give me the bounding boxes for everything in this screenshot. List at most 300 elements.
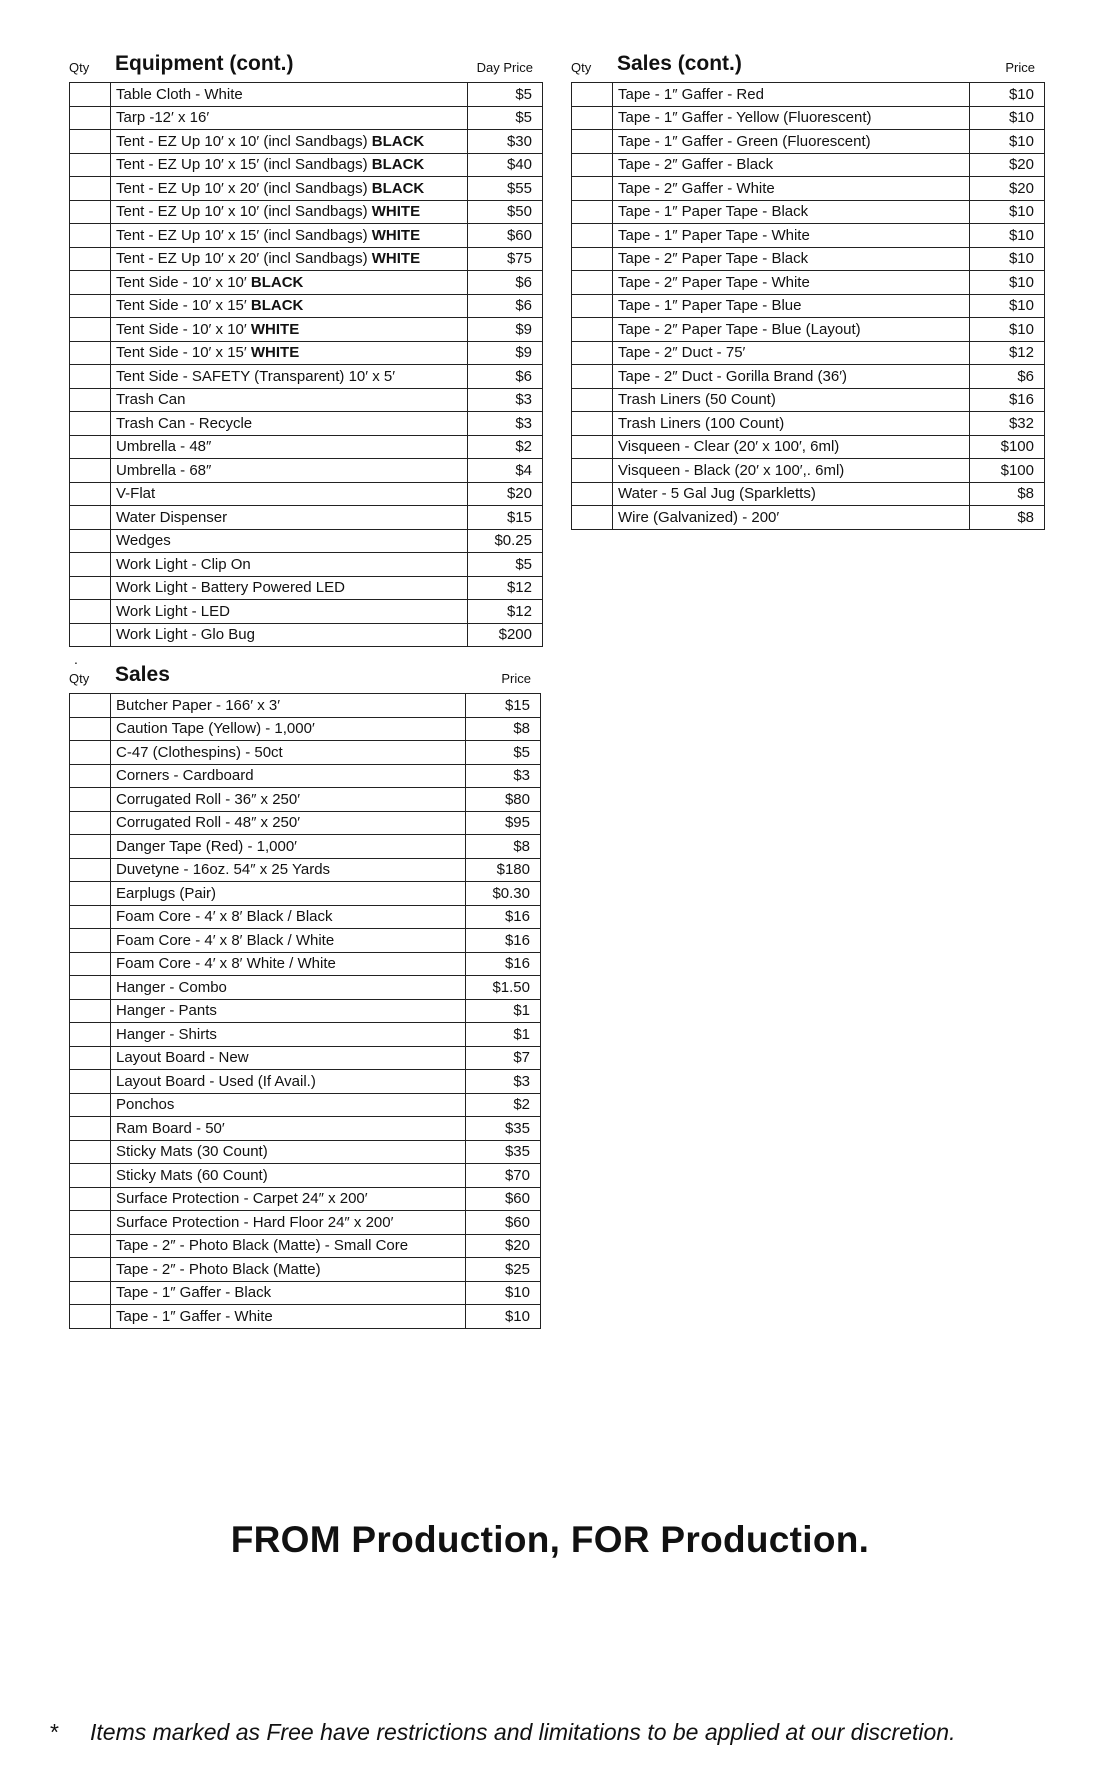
item-name-cell bbox=[111, 412, 468, 436]
item-name-cell bbox=[111, 459, 468, 483]
item-price: $16 bbox=[466, 905, 541, 929]
qty-cell[interactable] bbox=[70, 741, 111, 765]
qty-cell[interactable] bbox=[70, 764, 111, 788]
item-name: Tent - EZ Up 10′ x 20′ (incl Sandbags) bbox=[116, 250, 372, 268]
qty-cell[interactable] bbox=[70, 412, 111, 436]
item-name-cell bbox=[111, 835, 466, 859]
item-name-cell bbox=[111, 294, 468, 318]
item-name: Work Light - Glo Bug bbox=[116, 626, 255, 644]
qty-cell[interactable] bbox=[572, 388, 613, 412]
item-price: $5 bbox=[466, 741, 541, 765]
table-row bbox=[70, 529, 543, 553]
qty-cell[interactable] bbox=[70, 459, 111, 483]
item-name: Table Cloth - White bbox=[116, 85, 243, 103]
item-price: $20 bbox=[970, 177, 1045, 201]
qty-cell[interactable] bbox=[572, 341, 613, 365]
table-row bbox=[70, 553, 543, 577]
table-row bbox=[572, 271, 1045, 295]
item-color: WHITE bbox=[371, 250, 421, 268]
table-row bbox=[572, 224, 1045, 248]
qty-cell[interactable] bbox=[572, 153, 613, 177]
qty-cell[interactable] bbox=[70, 553, 111, 577]
item-name-cell bbox=[111, 365, 468, 389]
table-row bbox=[572, 318, 1045, 342]
qty-cell[interactable] bbox=[70, 506, 111, 530]
table-row bbox=[70, 1187, 541, 1211]
qty-cell[interactable] bbox=[70, 153, 111, 177]
item-name-cell bbox=[111, 1070, 466, 1094]
table-row bbox=[70, 999, 541, 1023]
qty-cell[interactable] bbox=[70, 1070, 111, 1094]
item-name: Water - 5 Gal Jug (Sparkletts) bbox=[618, 485, 816, 503]
item-color: BLACK bbox=[371, 156, 425, 174]
item-name: Tape - 2″ Gaffer - White bbox=[618, 179, 775, 197]
item-name-cell bbox=[613, 482, 970, 506]
qty-cell[interactable] bbox=[70, 1046, 111, 1070]
table-row bbox=[572, 341, 1045, 365]
qty-cell[interactable] bbox=[572, 106, 613, 130]
item-price: $12 bbox=[970, 341, 1045, 365]
item-name: V-Flat bbox=[116, 485, 156, 503]
item-price: $20 bbox=[468, 482, 543, 506]
item-name-cell bbox=[111, 1023, 466, 1047]
price-header: Price bbox=[501, 671, 531, 686]
item-price: $1 bbox=[466, 999, 541, 1023]
qty-cell[interactable] bbox=[70, 600, 111, 624]
item-name: Tent Side - 10′ x 10′ bbox=[116, 273, 251, 291]
item-name: Ponchos bbox=[116, 1096, 175, 1114]
item-name-cell bbox=[111, 153, 468, 177]
item-price: $10 bbox=[970, 318, 1045, 342]
item-name-cell bbox=[613, 318, 970, 342]
item-price: $10 bbox=[970, 247, 1045, 271]
item-price: $100 bbox=[970, 459, 1045, 483]
item-name: Earplugs (Pair) bbox=[116, 884, 217, 902]
item-price: $16 bbox=[466, 952, 541, 976]
table-row bbox=[70, 929, 541, 953]
table-row bbox=[70, 341, 543, 365]
item-price: $6 bbox=[468, 365, 543, 389]
item-color: BLACK bbox=[250, 273, 304, 291]
qty-cell[interactable] bbox=[70, 1140, 111, 1164]
item-name-cell bbox=[111, 1164, 466, 1188]
item-price: $8 bbox=[466, 835, 541, 859]
item-price: $100 bbox=[970, 435, 1045, 459]
item-name-cell bbox=[613, 224, 970, 248]
qty-cell[interactable] bbox=[70, 952, 111, 976]
table-row bbox=[70, 482, 543, 506]
qty-cell[interactable] bbox=[70, 1093, 111, 1117]
item-price: $50 bbox=[468, 200, 543, 224]
item-name: Tape - 1″ Gaffer - Yellow (Fluorescent) bbox=[618, 109, 872, 127]
qty-cell[interactable] bbox=[70, 200, 111, 224]
qty-cell[interactable] bbox=[70, 1164, 111, 1188]
item-name-cell bbox=[613, 365, 970, 389]
price-header: Price bbox=[1005, 60, 1035, 75]
qty-cell[interactable] bbox=[70, 341, 111, 365]
item-name-cell bbox=[111, 882, 466, 906]
item-name-cell bbox=[111, 106, 468, 130]
qty-cell[interactable] bbox=[70, 1281, 111, 1305]
table-row bbox=[70, 106, 543, 130]
qty-cell[interactable] bbox=[70, 435, 111, 459]
item-price: $20 bbox=[466, 1234, 541, 1258]
qty-cell[interactable] bbox=[572, 318, 613, 342]
item-name-cell bbox=[111, 1187, 466, 1211]
item-name-cell bbox=[111, 1211, 466, 1235]
table-row bbox=[70, 459, 543, 483]
item-name-cell bbox=[111, 929, 466, 953]
item-name: Surface Protection - Hard Floor 24″ x 200′ bbox=[116, 1213, 394, 1231]
qty-cell[interactable] bbox=[70, 388, 111, 412]
item-price: $75 bbox=[468, 247, 543, 271]
item-name: Tent - EZ Up 10′ x 10′ (incl Sandbags) bbox=[116, 203, 372, 221]
qty-cell[interactable] bbox=[572, 271, 613, 295]
table-row bbox=[572, 388, 1045, 412]
item-name-cell bbox=[111, 224, 468, 248]
table-row bbox=[70, 1023, 541, 1047]
item-name-cell bbox=[613, 506, 970, 530]
item-price: $200 bbox=[468, 623, 543, 647]
table-row bbox=[70, 388, 543, 412]
table-row bbox=[70, 130, 543, 154]
item-name-cell bbox=[111, 435, 468, 459]
item-price: $12 bbox=[468, 600, 543, 624]
item-price: $8 bbox=[466, 717, 541, 741]
qty-cell[interactable] bbox=[572, 459, 613, 483]
item-price: $35 bbox=[466, 1117, 541, 1141]
item-price: $8 bbox=[970, 482, 1045, 506]
item-name-cell bbox=[111, 553, 468, 577]
item-name-cell bbox=[111, 1281, 466, 1305]
item-price: $10 bbox=[466, 1281, 541, 1305]
qty-cell[interactable] bbox=[70, 294, 111, 318]
qty-cell[interactable] bbox=[70, 1023, 111, 1047]
table-row bbox=[70, 1258, 541, 1282]
item-name-cell bbox=[111, 529, 468, 553]
item-price: $0.25 bbox=[468, 529, 543, 553]
qty-cell[interactable] bbox=[572, 224, 613, 248]
item-name: Tape - 1″ Gaffer - Green (Fluorescent) bbox=[618, 132, 871, 150]
item-name: Danger Tape (Red) - 1,000′ bbox=[116, 837, 297, 855]
item-price: $5 bbox=[468, 106, 543, 130]
item-price: $10 bbox=[970, 200, 1045, 224]
item-price: $10 bbox=[970, 130, 1045, 154]
qty-cell[interactable] bbox=[70, 271, 111, 295]
item-price: $2 bbox=[466, 1093, 541, 1117]
qty-cell[interactable] bbox=[70, 529, 111, 553]
qty-cell[interactable] bbox=[70, 1117, 111, 1141]
item-price: $3 bbox=[468, 412, 543, 436]
qty-cell[interactable] bbox=[70, 858, 111, 882]
table-row bbox=[572, 130, 1045, 154]
qty-cell[interactable] bbox=[70, 1187, 111, 1211]
item-name: Caution Tape (Yellow) - 1,000′ bbox=[116, 720, 315, 738]
item-name: Work Light - Battery Powered LED bbox=[116, 579, 345, 597]
qty-cell[interactable] bbox=[70, 482, 111, 506]
item-name-cell bbox=[111, 482, 468, 506]
table-row bbox=[70, 858, 541, 882]
item-name-cell bbox=[613, 177, 970, 201]
item-price: $70 bbox=[466, 1164, 541, 1188]
item-name-cell bbox=[111, 600, 468, 624]
table-row bbox=[70, 153, 543, 177]
table-row bbox=[572, 153, 1045, 177]
item-name: Sticky Mats (30 Count) bbox=[116, 1143, 268, 1161]
item-color: WHITE bbox=[250, 344, 300, 362]
price-header: Day Price bbox=[476, 60, 533, 75]
table-row bbox=[70, 764, 541, 788]
qty-cell[interactable] bbox=[572, 83, 613, 107]
qty-cell[interactable] bbox=[70, 247, 111, 271]
qty-cell[interactable] bbox=[70, 694, 111, 718]
qty-cell[interactable] bbox=[572, 200, 613, 224]
item-price: $10 bbox=[970, 83, 1045, 107]
qty-cell[interactable] bbox=[70, 929, 111, 953]
sales-table bbox=[69, 693, 541, 1329]
table-row bbox=[70, 835, 541, 859]
item-price: $25 bbox=[466, 1258, 541, 1282]
item-price: $60 bbox=[466, 1211, 541, 1235]
table-row bbox=[70, 1046, 541, 1070]
section-title: Sales bbox=[115, 663, 170, 686]
item-price: $6 bbox=[468, 294, 543, 318]
qty-cell[interactable] bbox=[70, 318, 111, 342]
qty-cell[interactable] bbox=[70, 576, 111, 600]
table-row bbox=[70, 224, 543, 248]
item-name: Tape - 1″ Paper Tape - Black bbox=[618, 203, 809, 221]
item-name-cell bbox=[613, 200, 970, 224]
qty-header: Qty bbox=[69, 671, 90, 686]
item-name: Tent Side - SAFETY (Transparent) 10′ x 5′ bbox=[116, 367, 396, 385]
qty-header: Qty bbox=[571, 60, 592, 75]
sales-cont-table bbox=[571, 82, 1045, 530]
item-name: Duvetyne - 16oz. 54″ x 25 Yards bbox=[116, 861, 331, 879]
item-price: $12 bbox=[468, 576, 543, 600]
item-name: Wedges bbox=[116, 532, 171, 550]
item-name-cell bbox=[111, 764, 466, 788]
table-row bbox=[70, 200, 543, 224]
item-name-cell bbox=[111, 1258, 466, 1282]
item-price: $10 bbox=[970, 294, 1045, 318]
footnote-text: Items marked as Free have restrictions and limitations to be applied at our discretion. bbox=[90, 1719, 956, 1745]
item-color: WHITE bbox=[250, 320, 300, 338]
table-row bbox=[70, 1234, 541, 1258]
table-row bbox=[70, 1164, 541, 1188]
item-name-cell bbox=[111, 623, 468, 647]
item-name-cell bbox=[613, 247, 970, 271]
sales-cont-section bbox=[571, 52, 1045, 530]
qty-cell[interactable] bbox=[572, 177, 613, 201]
item-name: Hanger - Combo bbox=[116, 978, 227, 996]
qty-cell[interactable] bbox=[70, 1305, 111, 1329]
item-name-cell bbox=[111, 717, 466, 741]
item-name: Trash Can bbox=[116, 391, 186, 409]
item-name: C-47 (Clothespins) - 50ct bbox=[116, 743, 283, 761]
item-name-cell bbox=[111, 341, 468, 365]
table-row bbox=[70, 177, 543, 201]
tagline: FROM Production, FOR Production. bbox=[230, 1519, 870, 1560]
table-row bbox=[70, 1070, 541, 1094]
item-name-cell bbox=[111, 858, 466, 882]
qty-cell[interactable] bbox=[572, 435, 613, 459]
item-price: $10 bbox=[970, 106, 1045, 130]
table-row bbox=[572, 294, 1045, 318]
item-price: $7 bbox=[466, 1046, 541, 1070]
item-name: Tape - 2″ Paper Tape - Blue (Layout) bbox=[618, 320, 861, 338]
item-name-cell bbox=[111, 976, 466, 1000]
table-row bbox=[572, 506, 1045, 530]
item-name: Tarp -12′ x 16′ bbox=[116, 109, 210, 127]
item-name-cell bbox=[111, 905, 466, 929]
item-name-cell bbox=[613, 130, 970, 154]
item-name: Tape - 1″ Gaffer - White bbox=[116, 1307, 273, 1325]
item-name-cell bbox=[111, 318, 468, 342]
item-name-cell bbox=[613, 435, 970, 459]
item-price: $16 bbox=[466, 929, 541, 953]
item-name-cell bbox=[613, 106, 970, 130]
qty-cell[interactable] bbox=[70, 1211, 111, 1235]
item-name: Tape - 2″ - Photo Black (Matte) - Small Core bbox=[116, 1237, 409, 1255]
qty-cell[interactable] bbox=[70, 1258, 111, 1282]
table-row bbox=[70, 976, 541, 1000]
qty-cell[interactable] bbox=[70, 976, 111, 1000]
qty-cell[interactable] bbox=[70, 83, 111, 107]
item-name: Tape - 1″ Gaffer - Red bbox=[618, 85, 764, 103]
table-row bbox=[572, 482, 1045, 506]
table-row bbox=[572, 200, 1045, 224]
item-price: $9 bbox=[468, 341, 543, 365]
table-row bbox=[70, 1093, 541, 1117]
item-name: Surface Protection - Carpet 24″ x 200′ bbox=[116, 1190, 368, 1208]
item-name-cell bbox=[613, 271, 970, 295]
item-name: Hanger - Shirts bbox=[116, 1025, 217, 1043]
section-title: Sales (cont.) bbox=[617, 52, 742, 75]
item-price: $95 bbox=[466, 811, 541, 835]
item-name: Visqueen - Clear (20′ x 100′, 6ml) bbox=[618, 438, 840, 456]
item-name: Umbrella - 68″ bbox=[116, 461, 212, 479]
equipment-table bbox=[69, 82, 543, 647]
qty-cell[interactable] bbox=[70, 130, 111, 154]
item-name-cell bbox=[613, 83, 970, 107]
item-name-cell bbox=[111, 811, 466, 835]
item-name: Tent - EZ Up 10′ x 15′ (incl Sandbags) bbox=[116, 156, 372, 174]
item-name: Tape - 1″ Paper Tape - White bbox=[618, 226, 810, 244]
item-name: Layout Board - New bbox=[116, 1049, 249, 1067]
item-name: Tape - 2″ Paper Tape - Black bbox=[618, 250, 809, 268]
table-row bbox=[70, 1117, 541, 1141]
qty-cell[interactable] bbox=[70, 365, 111, 389]
qty-cell[interactable] bbox=[70, 811, 111, 835]
qty-cell[interactable] bbox=[572, 294, 613, 318]
item-price: $80 bbox=[466, 788, 541, 812]
table-row bbox=[70, 506, 543, 530]
item-price: $180 bbox=[466, 858, 541, 882]
table-row bbox=[572, 106, 1045, 130]
table-row bbox=[70, 694, 541, 718]
item-name: Tent - EZ Up 10′ x 20′ (incl Sandbags) bbox=[116, 179, 372, 197]
table-row bbox=[70, 576, 543, 600]
item-price: $0.30 bbox=[466, 882, 541, 906]
item-name-cell bbox=[613, 412, 970, 436]
qty-cell[interactable] bbox=[572, 482, 613, 506]
qty-cell[interactable] bbox=[70, 177, 111, 201]
item-name: Tape - 2″ Paper Tape - White bbox=[618, 273, 810, 291]
table-row bbox=[70, 741, 541, 765]
qty-cell[interactable] bbox=[70, 717, 111, 741]
item-price: $15 bbox=[468, 506, 543, 530]
qty-cell[interactable] bbox=[70, 882, 111, 906]
qty-cell[interactable] bbox=[70, 905, 111, 929]
table-row bbox=[70, 271, 543, 295]
item-name: Work Light - Clip On bbox=[116, 555, 251, 573]
table-row bbox=[70, 717, 541, 741]
table-row bbox=[70, 365, 543, 389]
table-row bbox=[70, 623, 543, 647]
item-name: Foam Core - 4′ x 8′ White / White bbox=[116, 955, 336, 973]
item-price: $16 bbox=[970, 388, 1045, 412]
table-row bbox=[70, 905, 541, 929]
qty-cell[interactable] bbox=[70, 788, 111, 812]
qty-cell[interactable] bbox=[70, 623, 111, 647]
item-price: $55 bbox=[468, 177, 543, 201]
item-price: $1.50 bbox=[466, 976, 541, 1000]
table-row bbox=[70, 1305, 541, 1329]
qty-cell[interactable] bbox=[70, 224, 111, 248]
item-price: $1 bbox=[466, 1023, 541, 1047]
qty-cell[interactable] bbox=[572, 365, 613, 389]
qty-header: Qty bbox=[69, 60, 90, 75]
qty-cell[interactable] bbox=[572, 506, 613, 530]
qty-cell[interactable] bbox=[70, 835, 111, 859]
qty-cell[interactable] bbox=[572, 247, 613, 271]
table-row bbox=[70, 1281, 541, 1305]
item-name-cell bbox=[111, 999, 466, 1023]
item-name: Tape - 1″ Paper Tape - Blue bbox=[618, 297, 802, 315]
qty-cell[interactable] bbox=[70, 999, 111, 1023]
item-name: Trash Liners (50 Count) bbox=[618, 391, 776, 409]
item-price: $6 bbox=[970, 365, 1045, 389]
item-name: Corrugated Roll - 36″ x 250′ bbox=[116, 790, 301, 808]
item-name-cell bbox=[111, 1305, 466, 1329]
qty-cell[interactable] bbox=[572, 130, 613, 154]
item-name: Tent Side - 10′ x 15′ bbox=[116, 297, 251, 315]
table-row bbox=[572, 247, 1045, 271]
item-price: $5 bbox=[468, 83, 543, 107]
item-price: $3 bbox=[466, 764, 541, 788]
table-row bbox=[70, 1140, 541, 1164]
item-name: Corners - Cardboard bbox=[116, 767, 254, 785]
item-name: Tent Side - 10′ x 15′ bbox=[116, 344, 251, 362]
item-name-cell bbox=[111, 1140, 466, 1164]
qty-cell[interactable] bbox=[572, 412, 613, 436]
item-name-cell bbox=[613, 388, 970, 412]
item-name-cell bbox=[111, 788, 466, 812]
item-name-cell bbox=[111, 271, 468, 295]
item-name: Tape - 2″ Gaffer - Black bbox=[618, 156, 774, 174]
table-row bbox=[70, 247, 543, 271]
item-price: $32 bbox=[970, 412, 1045, 436]
item-price: $8 bbox=[970, 506, 1045, 530]
item-name: Corrugated Roll - 48″ x 250′ bbox=[116, 814, 301, 832]
table-row bbox=[70, 83, 543, 107]
item-price: $60 bbox=[468, 224, 543, 248]
table-row bbox=[70, 412, 543, 436]
sales-header bbox=[69, 663, 541, 693]
qty-cell[interactable] bbox=[70, 1234, 111, 1258]
qty-cell[interactable] bbox=[70, 106, 111, 130]
item-name-cell bbox=[111, 200, 468, 224]
